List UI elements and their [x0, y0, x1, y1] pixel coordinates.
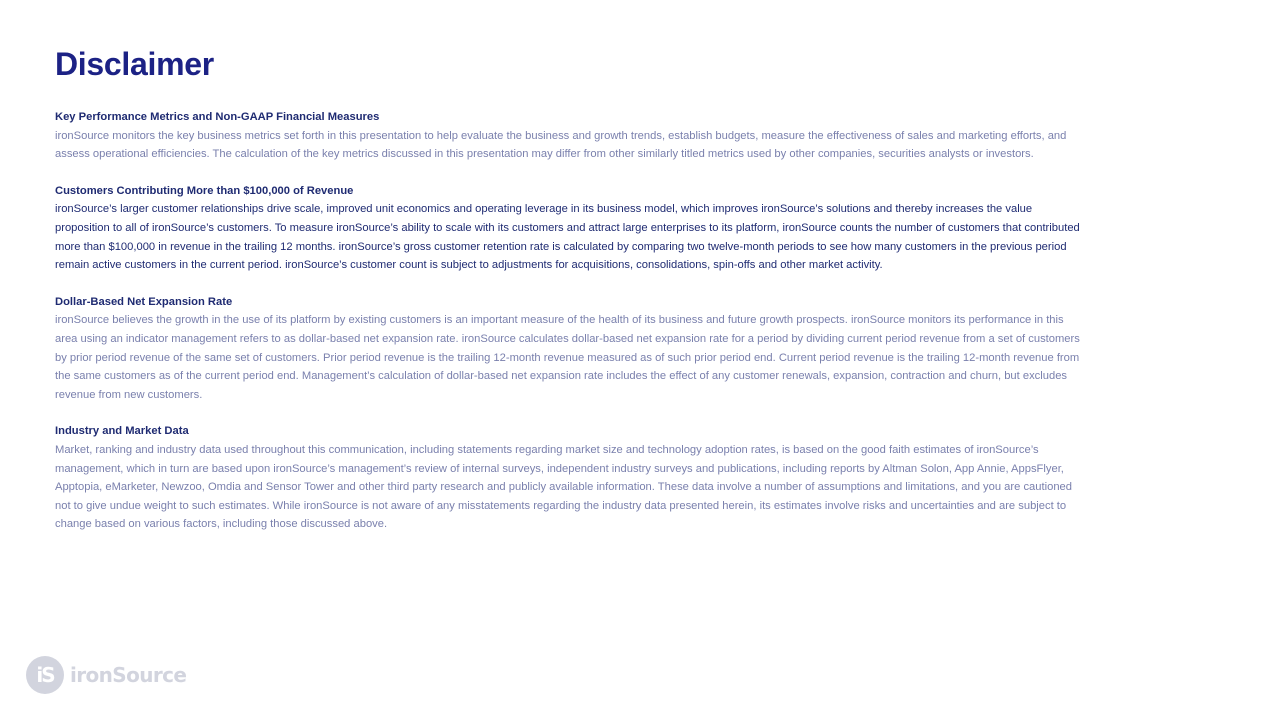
section-body: ironSource believes the growth in the use of its platform by existing customers is an important measure of the health of its business and future growth prospects. ironSource monitors its performance in this area using an indicator management refers to as dollar-based net expansion rate. ironSource calculates dollar-based net expansion rate for a period by dividing current period revenue from a set of customers by prior period revenue of the same set of customers. Prior period revenue is the trailing 12-month revenue measured as of such prior period end. Current period revenue is the trailing 12-month revenue from the same customers as of the current period end. Management’s calculation of dollar-based net expansion rate includes the effect of any customer renewals, expansion, contraction and churn, but excludes revenue from new customers. [55, 314, 1080, 401]
section-heading: Key Performance Metrics and Non-GAAP Financial Measures [55, 111, 380, 123]
section-heading: Dollar-Based Net Expansion Rate [55, 295, 233, 308]
section-heading: Industry and Market Data [55, 425, 189, 438]
ironsource-logo-text: ironSource [70, 663, 187, 687]
disclaimer-content [55, 108, 1080, 552]
section-body: ironSource’s larger customer relationships drive scale, improved unit economics and operating leverage in its business model, which improves ironSource’s solutions and thereby increases the value proposition to all of ironSource’s customers. To measure ironSource’s ability to scale with its customers and attract large enterprises to its platform, ironSource counts the number of customers that contributed more than $100,000 in revenue in the trailing 12 months. ironSource’s gross customer retention rate is calculated by comparing two twelve-month periods to see how many customers in the previous period remain active customers in the current period. ironSource’s customer count is subject to adjustments for acquisitions, consolidations, spin-offs and other market activity. [55, 203, 1080, 272]
section-industry-market-data [55, 422, 1080, 534]
section-body: Market, ranking and industry data used throughout this communication, including statements regarding market size and technology adoption rates, is based on the good faith estimates of ironSource’s management, which in turn are based upon ironSource’s management’s review of internal surveys, independent industry surveys and publications, including reports by Altman Solon, App Annie, AppsFlyer, Apptopia, eMarketer, Newzoo, Omdia and Sensor Tower and other third party research and publicly available information. These data involve a number of assumptions and limitations, and you are cautioned not to give undue weight to such estimates. While ironSource is not aware of any misstatements regarding the industry data presented herein, its estimates involve risks and uncertainties and are subject to change based on various factors, including those discussed above. [55, 443, 1072, 531]
page-title: Disclaimer [55, 46, 214, 82]
section-key-metrics [55, 108, 1080, 164]
section-body: ironSource monitors the key business metrics set forth in this presentation to help evaluate the business and growth trends, establish budgets, measure the effectiveness of sales and marketing efforts, and assess operational efficiencies. The calculation of the key metrics discussed in this presentation may differ from other similarly titled metrics used by other companies, securities analysts or investors. [55, 129, 1067, 161]
section-customers-over-100k [55, 182, 1080, 275]
ironsource-logo [26, 656, 186, 694]
section-net-expansion-rate [55, 293, 1080, 405]
section-heading: Customers Contributing More than $100,000 of Revenue [55, 184, 354, 197]
ironsource-logo-icon: iS [26, 656, 64, 694]
